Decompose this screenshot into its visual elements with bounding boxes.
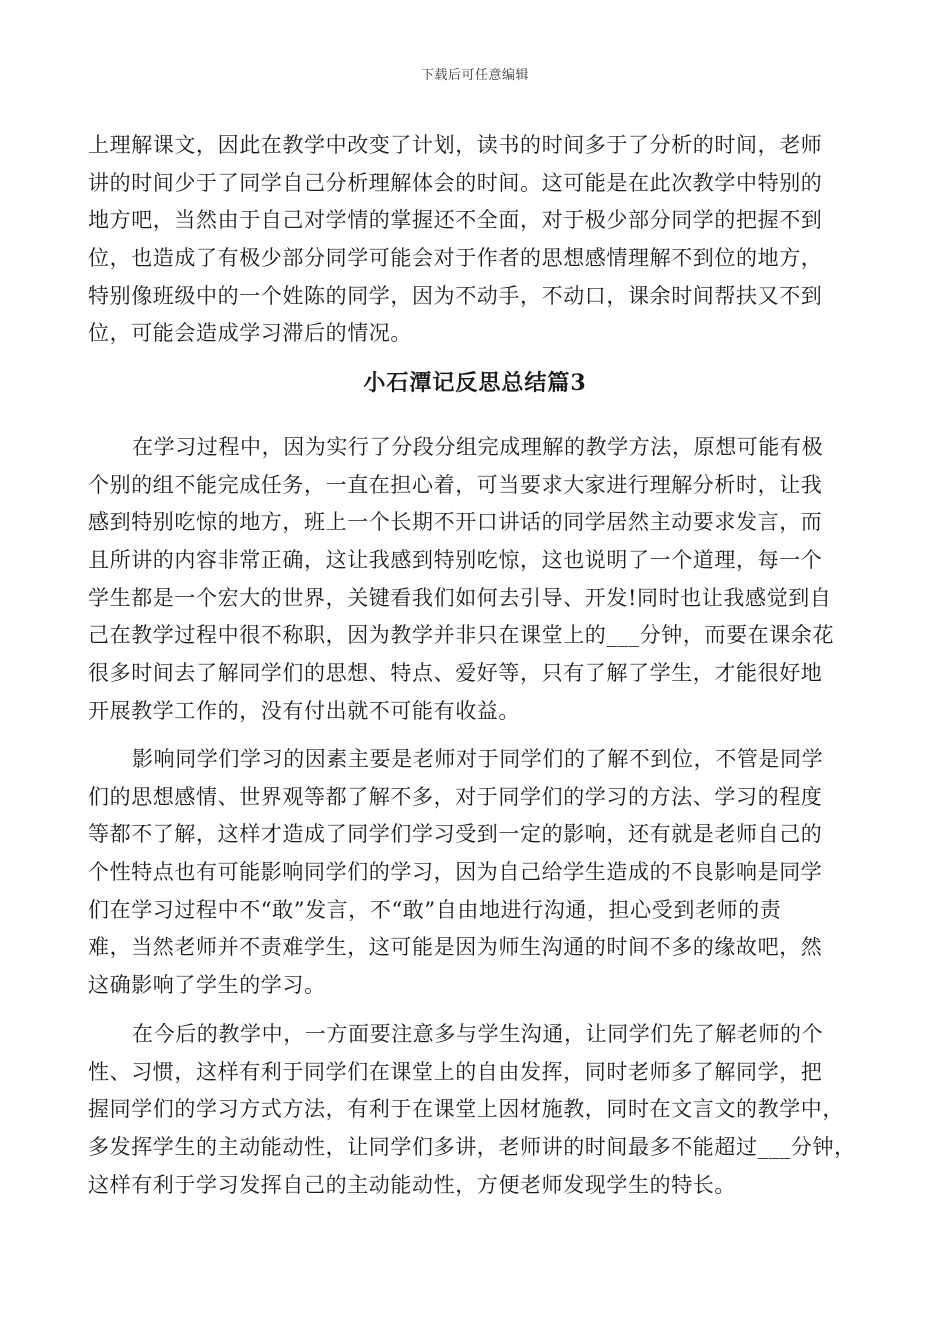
text-line: 这样有利于学习发挥自己的主动能动性，方便老师发现学生的特长。	[88, 1172, 736, 1197]
page-header: 下载后可任意编辑	[420, 68, 529, 83]
text-line: 己在教学过程中很不称职，因为教学并非只在课堂上的___分钟，而要在课余花	[88, 623, 835, 648]
text-line: 个性特点也有可能影响同学们的学习，因为自己给学生造成的不良影响是同学	[88, 860, 823, 885]
text-line: 在今后的教学中，一方面要注意多与学生沟通，让同学们先了解老师的个	[132, 1022, 824, 1046]
intro-paragraph	[88, 127, 864, 353]
text-line: 们的思想感情、世界观等都了解不多，对于同学们的学习的方法、学习的程度	[88, 784, 823, 809]
text-line: 学生都是一个宏大的世界，关键看我们如何去引导、开发!同时也让我感觉到自	[88, 585, 832, 610]
text-line: 等都不了解，这样才造成了同学们学习受到一定的影响，还有就是老师自己的	[88, 822, 823, 847]
text-line: 特别像班级中的一个姓陈的同学，因为不动手，不动口，课余时间帮扶又不到	[88, 283, 823, 308]
text-line: 多发挥学生的主动能动性，让同学们多讲，老师讲的时间最多不能超过___分钟，	[88, 1135, 856, 1160]
text-line: 感到特别吃惊的地方，班上一个长期不开口讲话的同学居然主动要求发言，而	[88, 510, 823, 535]
text-line: 位，可能会造成学习滞后的情况。	[88, 321, 412, 346]
text-line: 在学习过程中，因为实行了分段分组完成理解的教学方法，原想可能有极	[132, 435, 824, 459]
text-line: 握同学们的学习方式方法，有利于在课堂上因材施教，同时在文言文的教学中，	[88, 1097, 844, 1122]
text-line: 讲的时间少于了同学自己分析理解体会的时间。这可能是在此次教学中特别的	[88, 170, 823, 195]
text-line: 上理解课文，因此在教学中改变了计划，读书的时间多于了分析的时间，老师	[88, 133, 823, 157]
text-line: 性、习惯，这样有利于同学们在课堂上的自由发挥，同时老师多了解同学，把	[88, 1059, 823, 1084]
section-title: 小石潭记反思总结篇3	[363, 370, 587, 396]
paragraph-3	[88, 1016, 864, 1204]
text-line: 地方吧，当然由于自己对学情的掌握还不全面，对于极少部分同学的把握不到	[88, 208, 823, 233]
paragraph-2	[88, 741, 864, 1005]
text-line: 个别的组不能完成任务，一直在担心着，可当要求大家进行理解分析时，让我	[88, 472, 823, 497]
text-line: 开展教学工作的，没有付出就不可能有收益。	[88, 698, 520, 723]
text-line: 们在学习过程中不“敢”发言，不“敢”自由地进行沟通，担心受到老师的责	[88, 897, 782, 922]
text-line: 这确影响了学生的学习。	[88, 973, 326, 998]
paragraph-1	[88, 429, 864, 731]
text-line: 且所讲的内容非常正确，这让我感到特别吃惊，这也说明了一个道理，每一个	[88, 548, 823, 573]
text-line: 影响同学们学习的因素主要是老师对于同学们的了解不到位，不管是同学	[132, 747, 824, 771]
text-line: 难，当然老师并不责难学生，这可能是因为师生沟通的时间不多的缘故吧，然	[88, 935, 823, 960]
text-line: 位，也造成了有极少部分同学可能会对于作者的思想感情理解不到位的地方，	[88, 246, 823, 271]
text-line: 很多时间去了解同学们的思想、特点、爱好等，只有了解了学生，才能很好地	[88, 661, 823, 686]
